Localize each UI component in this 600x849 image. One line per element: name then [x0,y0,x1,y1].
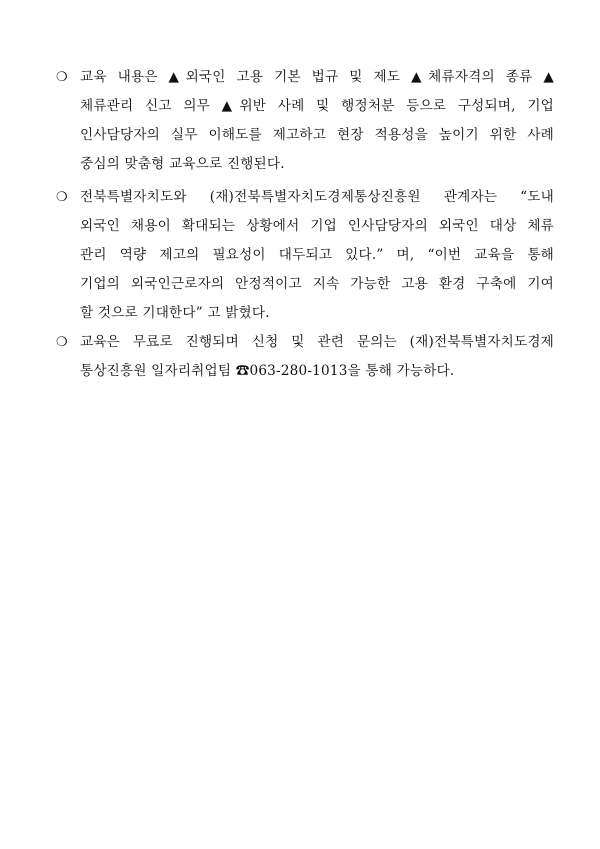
paragraph-line: 할 것으로 기대한다” 고 밝혔다. [80,305,270,321]
bullet-circle-icon: ❍ [56,70,68,85]
bullet-circle-icon: ❍ [56,190,68,205]
paragraph-education-content [56,63,554,179]
paragraph-line: 체류관리 신고 의무 ▲위반 사례 및 행정처분 등으로 구성되며, 기업 [80,98,554,114]
paragraph-line: 통상진흥원 일자리취업팀 ☎063-280-1013을 통해 가능하다. [80,363,455,379]
bullet-circle-icon: ❍ [56,335,68,350]
paragraph-line: 교육은 무료로 진행되며 신청 및 관련 문의는 (재)전북특별자치도경제 [80,334,554,350]
paragraph-line: 전북특별자치도와 (재)전북특별자치도경제통상진흥원 관계자는 “도내 [80,189,554,205]
paragraph-line: 기업의 외국인근로자의 안정적이고 지속 가능한 고용 환경 구축에 기여 [80,276,554,292]
paragraph-line: 외국인 채용이 확대되는 상황에서 기업 인사담당자의 외국인 대상 체류 [80,218,554,234]
paragraph-line: 인사담당자의 실무 이해도를 제고하고 현장 적용성을 높이기 위한 사례 [80,127,554,143]
paragraph-official-comment [56,183,554,328]
paragraph-line: 교육 내용은 ▲외국인 고용 기본 법규 및 제도 ▲체류자격의 종류 ▲ [80,69,554,85]
paragraph-line: 중심의 맞춤형 교육으로 진행된다. [80,156,285,172]
paragraph-registration-info [56,328,554,386]
paragraph-line: 관리 역량 제고의 필요성이 대두되고 있다.” 며, “이번 교육을 통해 [80,247,554,263]
